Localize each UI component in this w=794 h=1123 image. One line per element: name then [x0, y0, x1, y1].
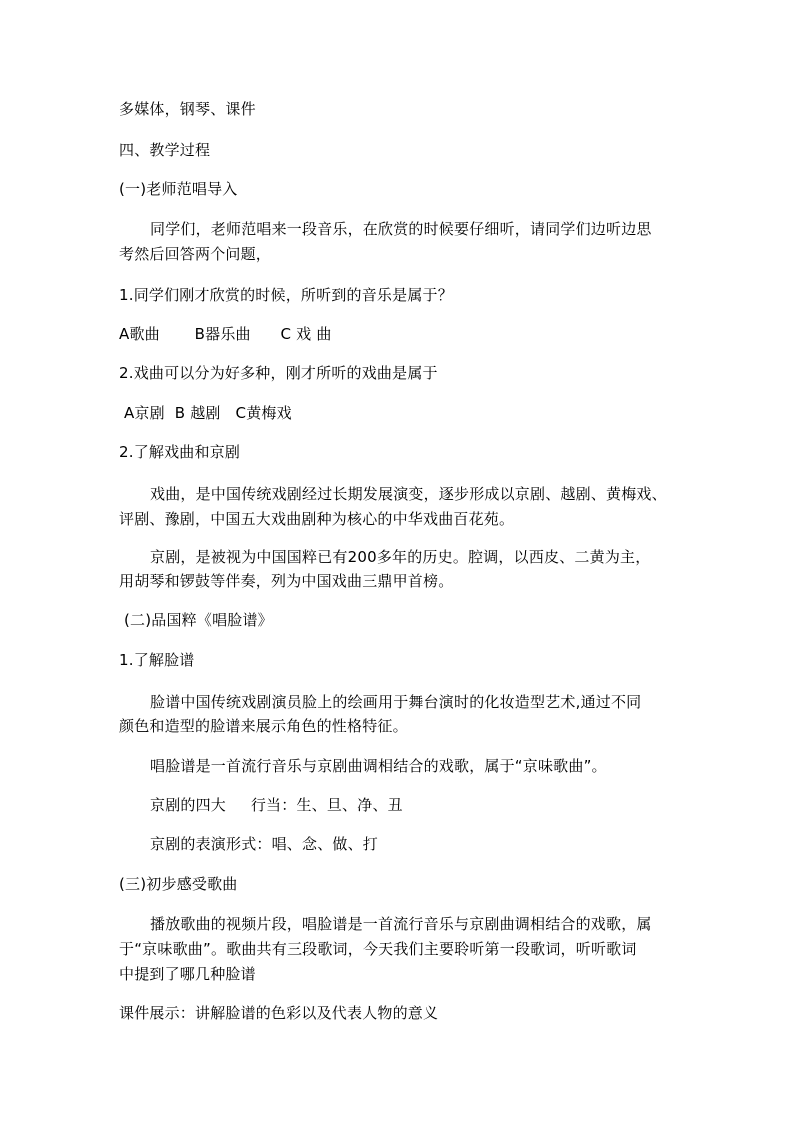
- item-heading-opera: 2.了解戏曲和京剧: [119, 443, 241, 461]
- question-1-options: A歌曲 B器乐曲 C 戏 曲: [119, 325, 332, 343]
- paragraph-line: 脸谱中国传统戏剧演员脸上的绘画用于舞台演时的化妆造型艺术,通过不同: [150, 693, 642, 711]
- question-1: 1.同学们刚才欣赏的时候，所听到的音乐是属于？: [119, 286, 453, 304]
- paragraph-line: 京剧的表演形式：唱、念、做、打: [150, 835, 379, 853]
- paragraph-line: 中提到了哪几种脸谱: [119, 965, 256, 983]
- paragraph-line: 考然后回答两个问题，: [119, 245, 272, 263]
- materials-line: 多媒体，钢琴、课件: [119, 100, 256, 118]
- paragraph-line: 颜色和造型的脸谱来展示角色的性格特征。: [119, 717, 408, 735]
- subsection-heading-1: (一)老师范唱导入: [119, 180, 238, 198]
- paragraph-line: 用胡琴和锣鼓等伴奏，列为中国戏曲三鼎甲首榜。: [119, 572, 454, 590]
- subsection-heading-3: (三)初步感受歌曲: [119, 875, 238, 893]
- question-2-options: A京剧 B 越剧 C黄梅戏: [119, 404, 292, 422]
- paragraph-line: 同学们，老师范唱来一段音乐，在欣赏的时候要仔细听，请同学们边听边思: [150, 220, 652, 238]
- paragraph-line: 戏曲，是中国传统戏剧经过长期发展演变，逐步形成以京剧、越剧、黄梅戏、: [150, 485, 667, 503]
- question-2: 2.戏曲可以分为好多种，刚才所听的戏曲是属于: [119, 364, 438, 382]
- paragraph-line: 于“京味歌曲”。歌曲共有三段歌词，今天我们主要聆听第一段歌词，听听歌词: [119, 940, 637, 958]
- courseware-line: 课件展示：讲解脸谱的色彩以及代表人物的意义: [119, 1004, 439, 1022]
- paragraph-line: 京剧，是被视为中国国粹已有200多年的历史。腔调，以西皮、二黄为主，: [150, 548, 651, 566]
- paragraph-line: 评剧、豫剧，中国五大戏曲剧种为核心的中华戏曲百花苑。: [119, 510, 515, 528]
- item-heading-masks: 1.了解脸谱: [119, 651, 195, 669]
- section-heading-teaching-process: 四、教学过程: [119, 141, 211, 159]
- paragraph-line: 唱脸谱是一首流行音乐与京剧曲调相结合的戏歌，属于“京味歌曲”。: [150, 757, 607, 775]
- paragraph-line: 京剧的四大 行当：生、旦、净、丑: [150, 796, 403, 814]
- subsection-heading-2: (二)品国粹《唱脸谱》: [119, 611, 273, 629]
- paragraph-line: 播放歌曲的视频片段，唱脸谱是一首流行音乐与京剧曲调相结合的戏歌，属: [150, 915, 652, 933]
